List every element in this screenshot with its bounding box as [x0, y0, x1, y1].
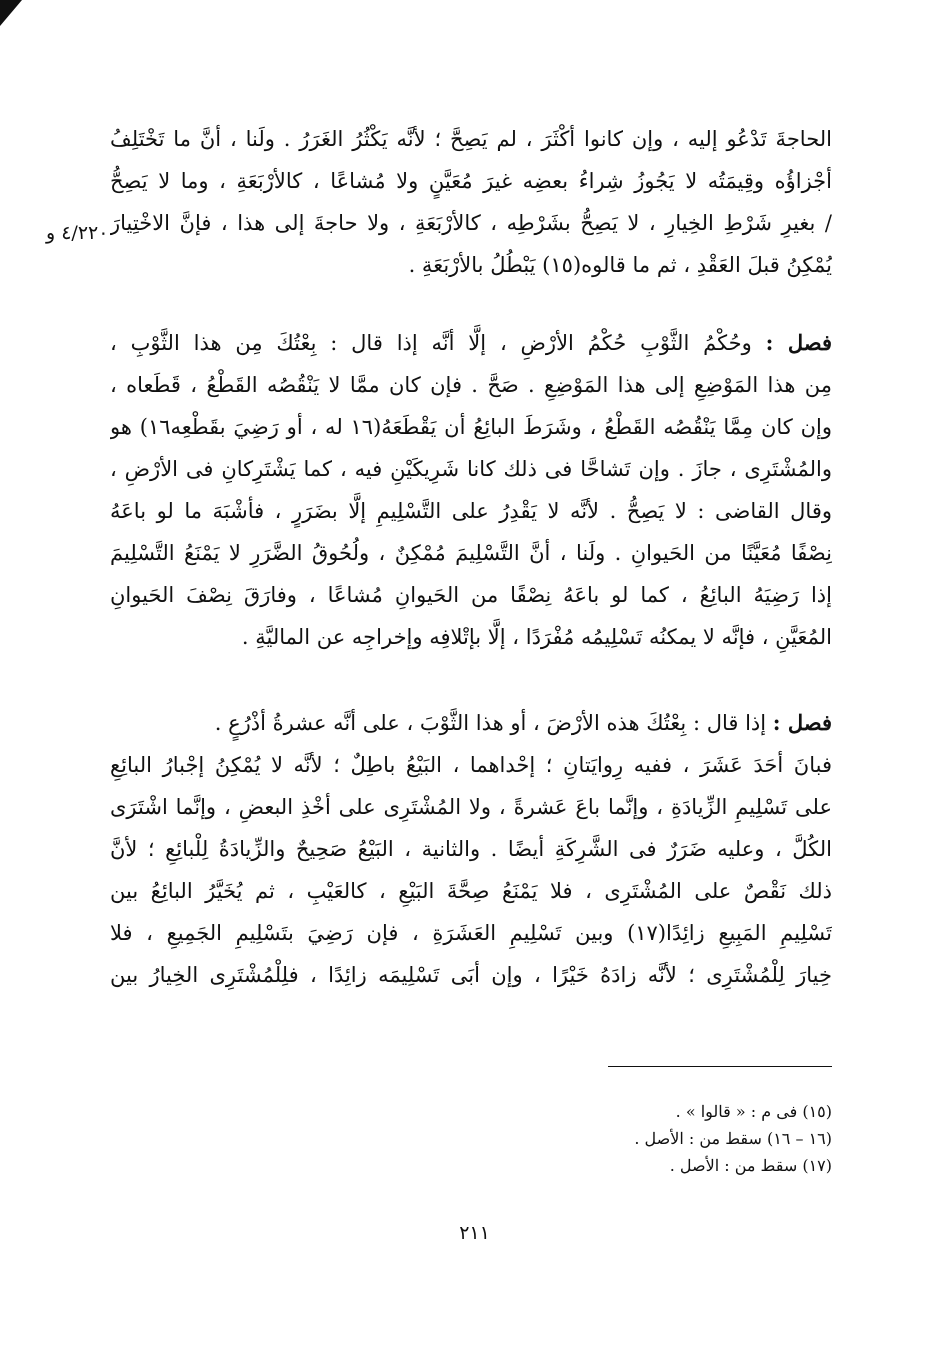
text-line: إذا قال : بِعْتُكَ هذه الأرْضَ ، أو هذا الثَّوْبَ ، على أنَّه عشرةُ أذْرُعٍ . — [214, 711, 773, 735]
paragraph-2 — [110, 322, 832, 658]
text-line: على تَسْلِيمِ الزِّيادَةِ ، وإنَّما باعَ عَشرةً ، ولا المُشْتَرِى على أخْذِ البعضِ ، وإنَّما اشْتَرَى — [110, 795, 832, 819]
page-corner-mark — [0, 0, 22, 26]
text-line: فبانَ أحَدَ عَشَرَ ، ففيه رِوايَتانِ ؛ إحْداهما ، البَيْعُ باطِلٌ ؛ لأنَّه لا يُمْكِنُ إجْبارُ البائِعِ — [110, 753, 832, 777]
text-line: المُعَيَّنِ ، فإنَّه لا يمكنُه تَسْلِيمُه مُفْرَدًا ، إلَّا بإتْلافِه وإخراجِه عن الماليَّةِ . — [241, 625, 832, 649]
text-line: / بغيرِ شَرْطِ الخِيارِ ، لا يَصِحُّ بشَرْطِه ، كالأرْبَعَةِ ، ولا حاجةَ إلى هذا ، فإنَّ الاخْتِيارَ — [110, 211, 832, 235]
footnote-17: (١٧) سقط من : الأصل . — [669, 1156, 832, 1175]
footnotes — [430, 1098, 832, 1179]
paragraph-3 — [110, 702, 832, 996]
text-line-first — [110, 702, 832, 744]
text-line: الحاجةَ تَدْعُو إليه ، وإن كانوا أكْثَرَ ، لم يَصِحَّ ؛ لأنَّه يَكْثُرُ الغَرَرُ . ولَنا ، أنَّ ما تَخْتَلِفُ — [110, 127, 832, 151]
text-line-first — [110, 322, 832, 364]
paragraph-1 — [110, 118, 832, 286]
section-heading: فصل : — [765, 330, 832, 355]
text-line: وقال القاضى : لا يَصِحُّ . لأنَّه لا يَقْدِرُ على التَّسْلِيمِ إلَّا بضَرَرٍ ، فأشْبَهَ ما لو باعَهُ — [110, 499, 832, 523]
text-line: أجْزاؤُه وقِيمَتُه لا يَجُوزُ شِراءُ بعضِه غيرَ مُعَيَّنٍ ولا مُشاعًا ، كالأرْبَعَةِ ، وما لا يَصِحُّ — [110, 169, 832, 193]
footnote-16: (١٦ – ١٦) سقط من : الأصل . — [634, 1129, 832, 1148]
text-line: ذلك نَقْصٌ على المُشْتَرِى ، فلا يَمْنَعُ صِحَّةَ البَيْعِ ، كالعَيْبِ ، ثم يُخَيَّرُ البائِعُ بين — [110, 879, 832, 903]
text-line: خِيارَ لِلْمُشْتَرِى ؛ لأنَّه زادَهُ خَيْرًا ، وإن أبَى تَسْلِيمَه زائِدًا ، فلِلْمُشْتَرِى الخِيارُ بين — [110, 963, 832, 987]
section-heading: فصل : — [772, 710, 832, 735]
text-line: الكُلَّ ، وعليه ضَرَرٌ فى الشَّرِكَةِ أيضًا . والثانية ، البَيْعُ صَحِيحٌ والزِّيادَةُ لِلْبائِعِ ؛ لأنَّ — [110, 837, 832, 861]
text-line: يُمْكِنُ قبلَ العَقْدِ ، ثم ما قالوه(١٥) يَبْطُلُ بالأرْبَعَةِ . — [408, 253, 832, 277]
text-line: إذا رَضِيَهُ البائِعُ ، كما لو باعَهُ نِصْفًا من الحَيوانِ مُشاعًا ، وفارَقَ نِصْفَ الحَيوانِ — [110, 583, 832, 607]
text-line: وإن كان مِمَّا يَنْقُصُه القَطْعُ ، وشَرَطَ البائِعُ أن يَقْطَعَهُ(١٦ له ، أو رَضِيَ بقَطْعِه١٦) هو — [110, 415, 832, 439]
text-line: مِن هذا المَوْضِعِ إلى هذا المَوْضِعِ . صَحَّ . فإن كان ممَّا لا يَنْقُصُه القَطْعُ ، قَطَعاه ، — [110, 373, 832, 397]
page-number: ٢١١ — [459, 1222, 490, 1244]
footnote-divider — [608, 1066, 832, 1067]
margin-reference-note: ٤/٢٢٠ و — [46, 222, 109, 244]
text-line: والمُشْتَرِى ، جازَ . وإن تَشاحَّا فى ذلك كانا شَرِيكَيْنِ فيه ، كما يَشْتَرِكانِ فى الأرْضِ ، — [110, 457, 832, 481]
footnote-15: (١٥) فى م : « قالوا » . — [675, 1102, 832, 1121]
text-line: تَسْلِيمِ المَبِيعِ زائِدًا(١٧) وبين تَسْلِيمِ العَشَرَةِ ، فإن رَضِيَ بتَسْلِيمِ الجَمِيعِ ، فلا — [110, 921, 832, 945]
text-line: وحُكْمُ الثَّوْبِ حُكْمُ الأرْضِ ، إلَّا أنَّه إذا قال : بِعْتُكَ مِن هذا الثَّوْبِ ، — [110, 331, 766, 355]
text-line: نِصْفًا مُعَيَّنًا من الحَيوانِ . ولَنا ، أنَّ التَّسْلِيمَ مُمْكِنٌ ، ولُحُوقُ الضَّرَرِ لا يَمْنَعُ التَّسْلِيمَ — [110, 541, 832, 565]
